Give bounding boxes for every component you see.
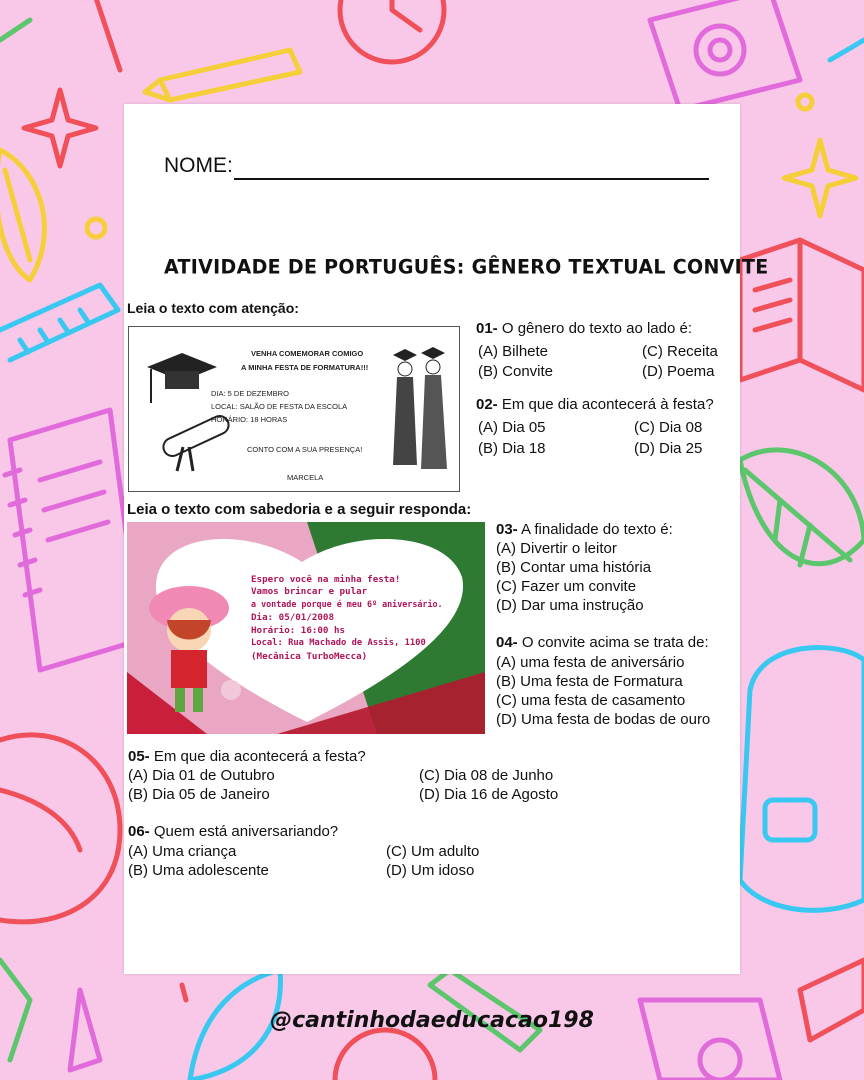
- q1-option-c: (C) Receita: [642, 343, 718, 360]
- q2-option-c: (C) Dia 08: [634, 419, 703, 436]
- girl-character-icon: [139, 580, 249, 720]
- q2-option-d: (D) Dia 25: [634, 440, 703, 457]
- q5-option-d: (D) Dia 16 de Agosto: [419, 786, 559, 803]
- q2-option-a: (A) Dia 05: [478, 419, 546, 436]
- q6-option-a: (A) Uma criança: [128, 843, 237, 860]
- q5-option-a: (A) Dia 01 de Outubro: [128, 767, 275, 784]
- invite1-line7: MARCELA: [287, 473, 324, 482]
- name-label: NOME:: [164, 154, 233, 177]
- instruction-2: Leia o texto com sabedoria e a seguir responda:: [127, 501, 472, 518]
- q4-option-b: (B) Uma festa de Formatura: [496, 673, 683, 690]
- q3-option-a: (A) Divertir o leitor: [496, 540, 617, 557]
- invite1-line4: LOCAL: SALÃO DE FESTA DA ESCOLA: [211, 402, 348, 411]
- q4-option-d: (D) Uma festa de bodas de ouro: [496, 711, 711, 728]
- q4-option-c: (C) uma festa de casamento: [496, 692, 686, 709]
- q6-option-b: (B) Uma adolescente: [128, 862, 269, 879]
- question-04: 04- O convite acima se trata de:: [496, 634, 709, 651]
- question-06: 06- Quem está aniversariando?: [128, 823, 339, 840]
- book-doodle: [650, 0, 800, 110]
- q3-option-b: (B) Contar uma história: [496, 559, 652, 576]
- leaf-doodle: [0, 150, 44, 280]
- q1-option-b: (B) Convite: [478, 363, 554, 380]
- question-01: 01- O gênero do texto ao lado é:: [476, 320, 692, 337]
- q5-option-c: (C) Dia 08 de Junho: [419, 767, 554, 784]
- backpack-doodle: [740, 648, 864, 911]
- clock-doodle: [335, 1030, 435, 1080]
- graduation-cap-icon: [137, 341, 247, 481]
- question-03: 03- A finalidade do texto é:: [496, 521, 673, 538]
- question-02: 02- Em que dia acontecerá à festa?: [476, 396, 714, 413]
- invite2-line1: Espero você na minha festa!: [251, 574, 401, 585]
- invite2-line6: Local: Rua Machado de Assis, 1100: [251, 638, 426, 648]
- invite1-line3: DIA: 5 DE DEZEMBRO: [211, 389, 289, 398]
- invite1-line2: A MINHA FESTA DE FORMATURA!!!: [241, 363, 369, 372]
- worksheet: [124, 104, 769, 974]
- invite2-line2: Vamos brincar e pular: [251, 586, 368, 597]
- q6-option-d: (D) Um idoso: [386, 862, 475, 879]
- q2-option-b: (B) Dia 18: [478, 440, 546, 457]
- invite2-line7: (Mecânica TurboMecca): [251, 651, 368, 662]
- graduates-icon: [391, 345, 451, 485]
- invite1-line1: VENHA COMEMORAR COMIGO: [251, 349, 364, 358]
- invite2-line5: Horário: 16:00 hs: [251, 625, 346, 636]
- graduation-invite: [128, 326, 460, 492]
- q4-option-a: (A) uma festa de aniversário: [496, 654, 685, 671]
- q6-option-c: (C) Um adulto: [386, 843, 480, 860]
- star-doodle: [24, 90, 96, 166]
- q3-option-c: (C) Fazer um convite: [496, 578, 637, 595]
- pencil-doodle: [145, 50, 300, 100]
- invite2-line4: Dia: 05/01/2008: [251, 612, 334, 623]
- q3-option-d: (D) Dar uma instrução: [496, 597, 644, 614]
- star-doodle: [784, 140, 856, 216]
- instagram-handle: @cantinhodaeducacao198: [270, 1008, 594, 1033]
- q5-option-b: (B) Dia 05 de Janeiro: [128, 786, 270, 803]
- instruction-1: Leia o texto com atenção:: [127, 300, 299, 316]
- invite1-line5: HORÁRIO: 18 HORAS: [211, 415, 288, 424]
- leaf-doodle: [740, 450, 864, 565]
- question-05: 05- Em que dia acontecerá a festa?: [128, 748, 366, 765]
- invite2-line3: a vontade porque é meu 6º aniversário.: [251, 599, 443, 609]
- q1-option-a: (A) Bilhete: [478, 343, 549, 360]
- birthday-invite: [127, 522, 485, 734]
- name-line: [234, 178, 709, 180]
- worksheet-title: ATIVIDADE DE PORTUGUÊS: GÊNERO TEXTUAL CONVITE: [164, 255, 769, 279]
- clock-doodle: [340, 0, 444, 62]
- notebook-doodle: [5, 410, 140, 670]
- q1-option-d: (D) Poema: [642, 363, 715, 380]
- invite1-line6: CONTO COM A SUA PRESENÇA!: [247, 445, 363, 454]
